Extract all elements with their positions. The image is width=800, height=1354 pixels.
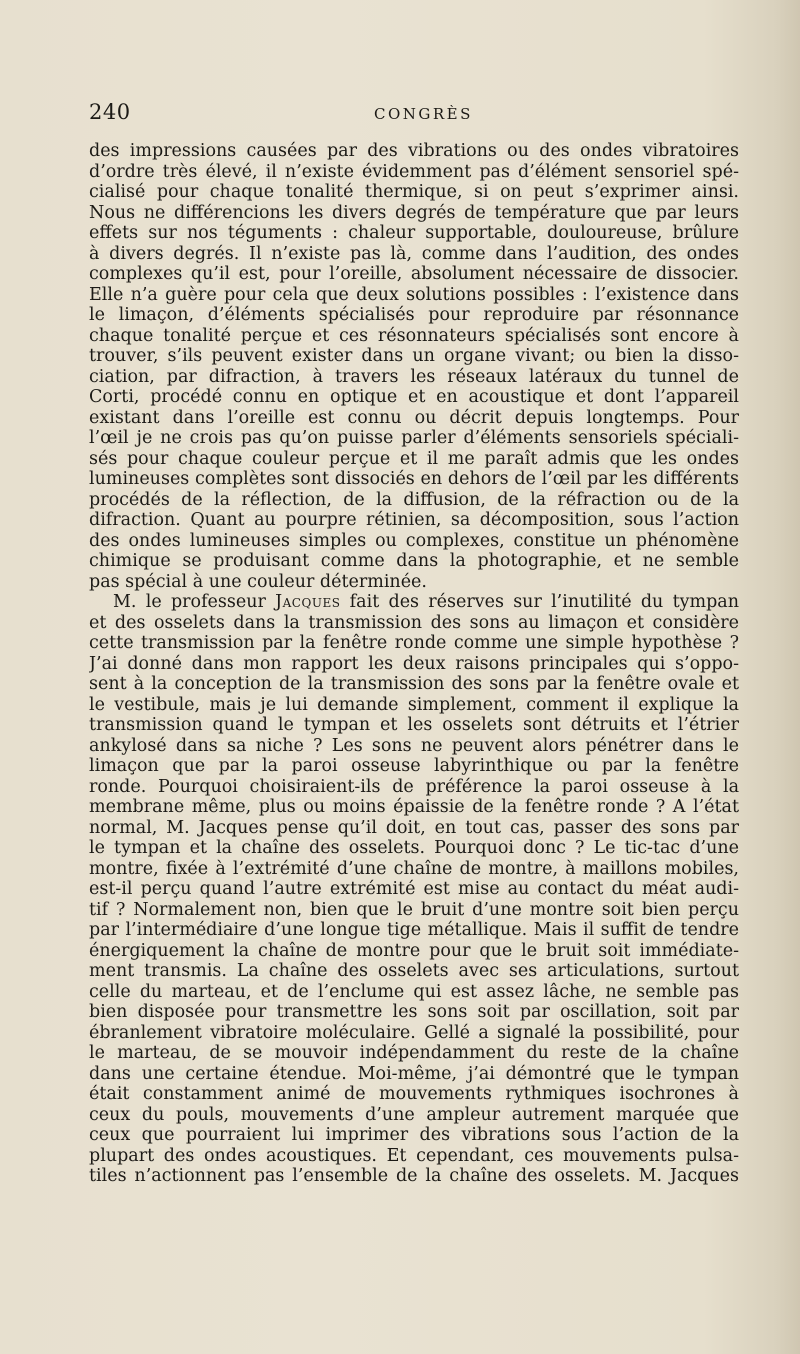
text-line: existant dans l’oreille est connu ou décrit depuis longtemps. Pour (89, 407, 739, 428)
text-line: sés pour chaque couleur perçue et il me paraît admis que les ondes (89, 448, 739, 469)
running-head: CONGRÈS (374, 105, 473, 123)
paragraph-last-line: pas spécial à une couleur déterminée. (89, 571, 427, 592)
text-line: à divers degrés. Il n’existe pas là, comme dans l’audition, des ondes (89, 243, 739, 264)
text-line: plupart des ondes acoustiques. Et cependant, ces mouvements pulsa- (89, 1145, 739, 1166)
text-line: chimique se produisant comme dans la photographie, et ne semble (89, 551, 739, 571)
text-line: ceux du pouls, mouvements d’une ampleur autrement marquée que (89, 1104, 739, 1125)
text-line: montre, fixée à l’extrémité d’une chaîne de montre, à maillons mobiles, (89, 858, 739, 879)
body-text (89, 141, 739, 1187)
text-line: tif ? Normalement non, bien que le bruit d’une montre soit bien perçu (89, 899, 739, 920)
text-line: d’ordre très élevé, il n’existe évidemment pas d’élément sensoriel spé- (89, 161, 739, 182)
text-line: dans une certaine étendue. Moi-même, j’ai démontré que le tympan (89, 1063, 739, 1084)
text-line: tiles n’actionnent pas l’ensemble de la chaîne des osselets. M. Jacques (89, 1166, 739, 1186)
text-line: trouver, s’ils peuvent exister dans un organe vivant; ou bien la disso- (89, 346, 739, 366)
text-line: ciation, par difraction, à travers les réseaux latéraux du tunnel de (89, 366, 739, 387)
text-line: ronde. Pourquoi choisiraient-ils de préférence la paroi osseuse à la (89, 776, 739, 797)
text-line: ébranlement vibratoire moléculaire. Gellé a signalé la possibilité, pour (89, 1022, 739, 1043)
text-run: fait des réserves sur l’inutilité du tympan (340, 592, 739, 612)
text-line: et des osselets dans la transmission des sons au limaçon et considère (89, 612, 739, 633)
page-number: 240 (89, 100, 131, 124)
text-line: était constamment animé de mouvements rythmiques isochrones à (89, 1084, 739, 1104)
text-line: normal, M. Jacques pense qu’il doit, en tout cas, passer des sons par (89, 817, 739, 838)
text-line: procédés de la réflection, de la diffusion, de la réfraction ou de la (89, 489, 739, 510)
paragraph-first-line (89, 592, 739, 613)
text-line: celle du marteau, et de l’enclume qui est assez lâche, ne semble pas (89, 981, 739, 1002)
text-line: ment transmis. La chaîne des osselets avec ses articulations, surtout (89, 961, 739, 981)
text-line: cette transmission par la fenêtre ronde comme une simple hypothèse ? (89, 633, 739, 653)
person-name: Jacques (275, 592, 341, 612)
text-line: par l’intermédiaire d’une longue tige métallique. Mais il suffit de tendre (89, 920, 739, 940)
text-line: le marteau, de se mouvoir indépendamment du reste de la chaîne (89, 1043, 739, 1063)
text-line: énergiquement la chaîne de montre pour que le bruit soit immédiate- (89, 940, 739, 961)
text-line: effets sur nos téguments : chaleur supportable, douloureuse, brûlure (89, 223, 739, 243)
text-line: Elle n’a guère pour cela que deux solutions possibles : l’existence dans (89, 284, 739, 305)
text-line: le tympan et la chaîne des osselets. Pourquoi donc ? Le tic-tac d’une (89, 838, 739, 858)
text-line: le vestibule, mais je lui demande simplement, comment il explique la (89, 694, 739, 715)
text-line: J’ai donné dans mon rapport les deux raisons principales qui s’oppo- (89, 653, 739, 674)
text-line: bien disposée pour transmettre les sons soit par oscillation, soit par (89, 1002, 739, 1022)
page-header (89, 100, 739, 130)
text-line: le limaçon, d’éléments spécialisés pour reproduire par résonnance (89, 305, 739, 325)
text-line: ankylosé dans sa niche ? Les sons ne peuvent alors pénétrer dans le (89, 735, 739, 756)
text-line: complexes qu’il est, pour l’oreille, absolument nécessaire de dissocier. (89, 264, 739, 284)
text-line: des ondes lumineuses simples ou complexes, constitue un phénomène (89, 530, 739, 551)
text-line: membrane même, plus ou moins épaissie de la fenêtre ronde ? A l’état (89, 797, 739, 817)
text-line: ceux que pourraient lui imprimer des vibrations sous l’action de la (89, 1125, 739, 1145)
text-line: transmission quand le tympan et les osselets sont détruits et l’étrier (89, 715, 739, 735)
text-line: difraction. Quant au pourpre rétinien, sa décomposition, sous l’action (89, 510, 739, 530)
text-line: chaque tonalité perçue et ces résonnateurs spécialisés sont encore à (89, 325, 739, 346)
text-line: limaçon que par la paroi osseuse labyrinthique ou par la fenêtre (89, 756, 739, 776)
text-line: cialisé pour chaque tonalité thermique, si on peut s’exprimer ainsi. (89, 182, 739, 202)
text-line: sent à la conception de la transmission des sons par la fenêtre ovale et (89, 674, 739, 694)
text-line: Corti, procédé connu en optique et en acoustique et dont l’appareil (89, 387, 739, 407)
text-line: Nous ne différencions les divers degrés de température que par leurs (89, 202, 739, 223)
text-run: M. le professeur (113, 592, 276, 612)
text-line: l’œil je ne crois pas qu’on puisse parler d’éléments sensoriels spéciali- (89, 428, 739, 448)
text-line: lumineuses complètes sont dissociés en dehors de l’œil par les différents (89, 469, 739, 489)
text-line: est-il perçu quand l’autre extrémité est mise au contact du méat audi- (89, 879, 739, 899)
text-line: des impressions causées par des vibrations ou des ondes vibratoires (89, 141, 739, 161)
